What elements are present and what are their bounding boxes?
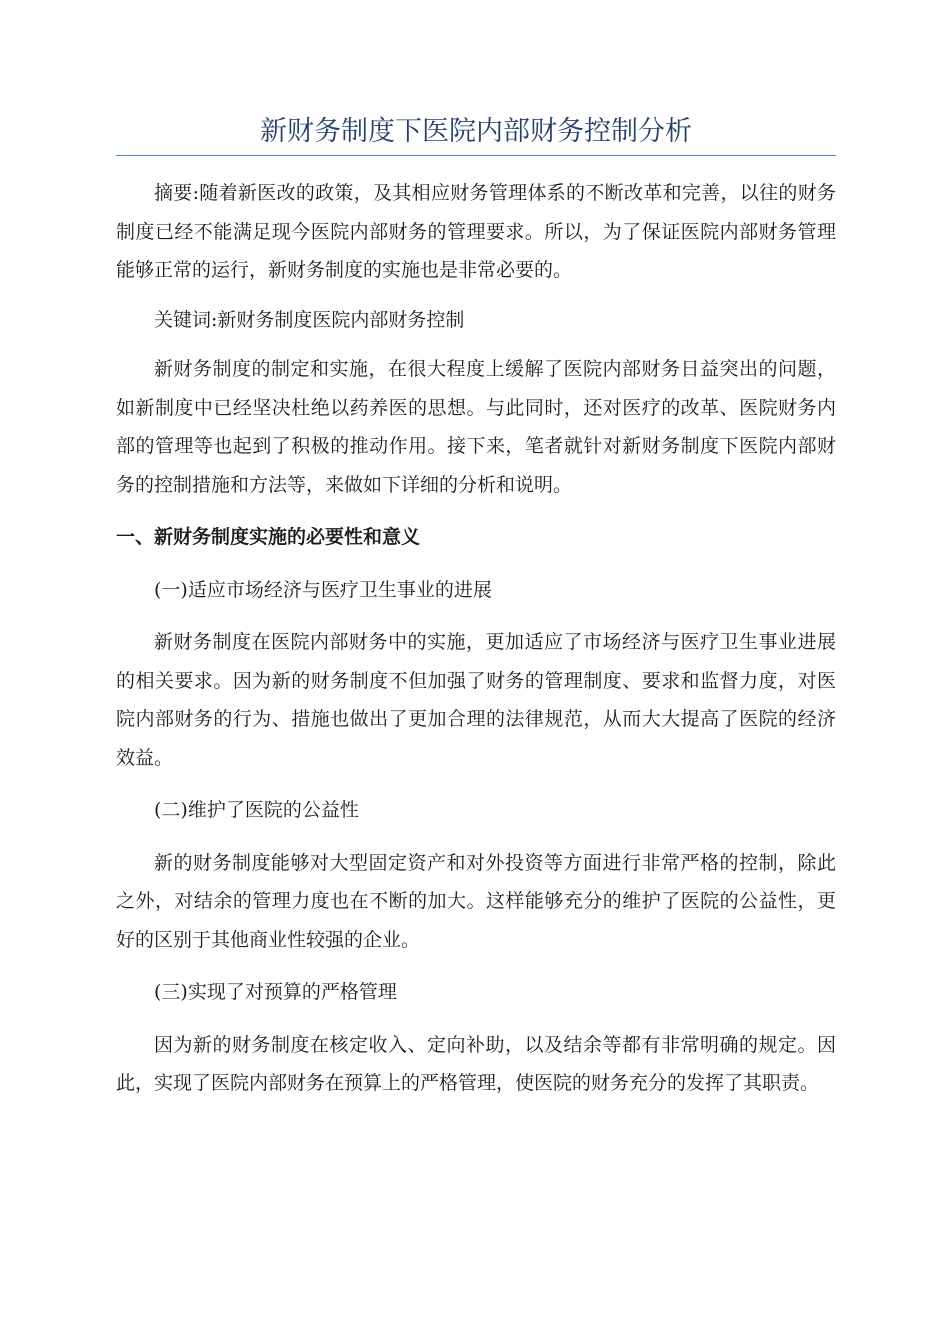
section-1-heading: 一、新财务制度实施的必要性和意义 <box>116 526 421 548</box>
subsection-1-body: 新财务制度在医院内部财务中的实施，更加适应了市场经济与医疗卫生事业进展的相关要求。因为新的财务制度不但加强了财务的管理制度、要求和监督力度，对医院内部财务的行为、措施也做出了更加合理的法律规范，从而大大提高了医院的经济效益。 <box>116 631 836 769</box>
subsection-1-heading: (一)适应市场经济与医疗卫生事业的进展 <box>154 578 492 601</box>
keywords-paragraph: 关键词:新财务制度医院内部财务控制 <box>154 308 465 331</box>
subsection-3-body: 因为新的财务制度在核定收入、定向补助，以及结余等都有非常明确的规定。因此，实现了医院内部财务在预算上的严格管理，使医院的财务充分的发挥了其职责。 <box>116 1033 836 1094</box>
intro-paragraph: 新财务制度的制定和实施，在很大程度上缓解了医院内部财务日益突出的问题，如新制度中已经坚决杜绝以药养医的思想。与此同时，还对医疗的改革、医院财务内部的管理等也起到了积极的推动作用。接下来，笔者就针对新财务制度下医院内部财务的控制措施和方法等，来做如下详细的分析和说明。 <box>116 358 836 496</box>
abstract-paragraph: 摘要:随着新医改的政策，及其相应财务管理体系的不断改革和完善，以往的财务制度已经不能满足现今医院内部财务的管理要求。所以，为了保证医院内部财务管理能够正常的运行，新财务制度的实施也是非常必要的。 <box>116 182 836 281</box>
subsection-3-heading: (三)实现了对预算的严格管理 <box>154 981 397 1003</box>
document-title: 新财务制度下医院内部财务控制分析 <box>116 112 836 156</box>
document-page <box>116 112 836 1103</box>
subsection-2-body: 新的财务制度能够对大型固定资产和对外投资等方面进行非常严格的控制，除此之外，对结余的管理力度也在不断的加大。这样能够充分的维护了医院的公益性，更好的区别于其他商业性较强的企业。 <box>116 851 836 951</box>
subsection-2-heading: (二)维护了医院的公益性 <box>154 799 359 821</box>
